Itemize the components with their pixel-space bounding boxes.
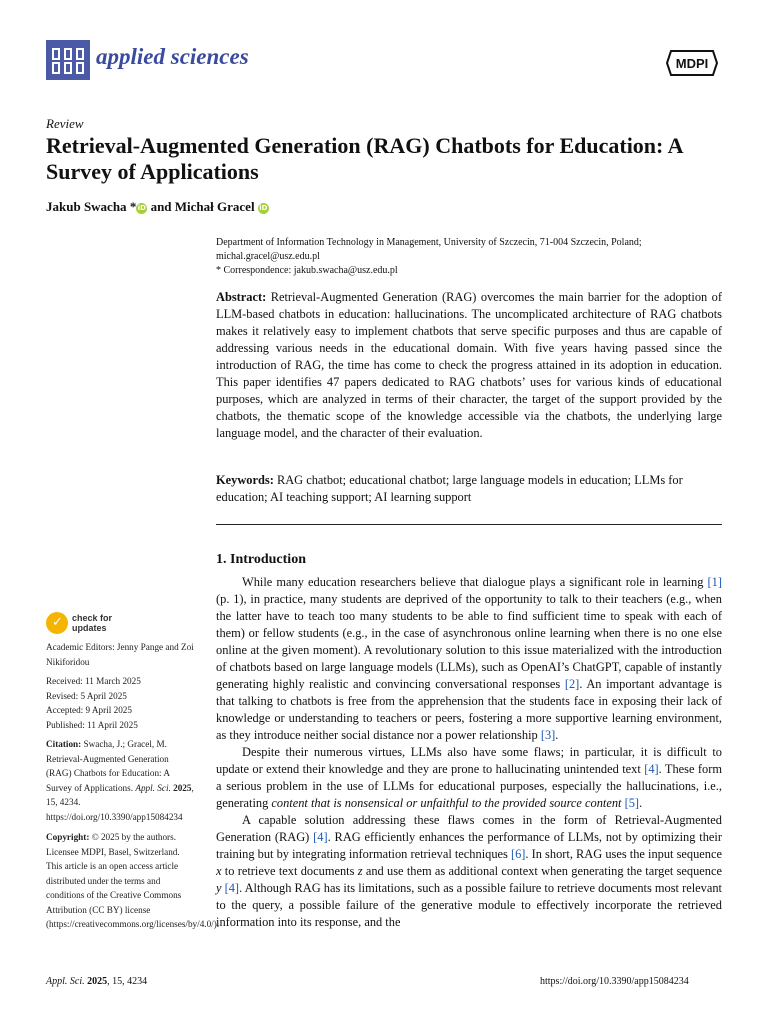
citation-doi[interactable]: https://doi.org/10.3390/app15084234: [46, 811, 183, 822]
citation-ref[interactable]: [4]: [313, 830, 328, 844]
orcid-icon[interactable]: iD: [259, 204, 268, 212]
affiliation-line: Department of Information Technology in Management, University of Szczecin, 71-004 Szczecin, Poland;: [216, 237, 642, 248]
academic-editors: Academic Editors: Jenny Pange and Zoi Nikiforidou: [46, 642, 194, 667]
author-join: and: [150, 199, 172, 214]
citation-ref[interactable]: [1]: [707, 575, 722, 589]
paragraph: A capable solution addressing these flaws comes in the form of Retrieval-Augmented Generation (RAG) [4]. RAG efficiently enhances the performance of LLMs, not by optimizing their training but by integrating information retrieval techniques [6]. In short, RAG uses the input sequence x to retrieve text documents z and use them as additional context when generating the target sequence y [4]. Although RAG has its limitations, such as a possible failure to retrieve documents most relevant to the query, a possible failure of the generative module to effectively incorporate the retrieved information into its response, and the: [216, 813, 722, 929]
intro-body: [216, 574, 722, 931]
mdpi-logo-text: MDPI: [675, 56, 709, 71]
citation-ref[interactable]: [4]: [224, 881, 240, 895]
correspondence: * Correspondence: jakub.swacha@usz.edu.pl: [216, 265, 398, 276]
published-date: Published: 11 April 2025: [46, 719, 138, 730]
copyright-block: Copyright: © 2025 by the authors. Licensee MDPI, Basel, Switzerland. This article is an open access article distributed under the terms and conditions of the Creative Commons Attribution (CC BY) license (https://creativecommons.org/licenses/by/4.0/).: [46, 832, 220, 929]
paragraph: While many education researchers believe that dialogue plays a significant role in learning [1] (p. 1), in practice, many students are deprived of the opportunity to talk to their teachers (e.g., when the latter have to teach too many students to be able to find sufficient time to speak with each of them) or fellow students (e.g., in the case of asynchronous online learning when there is no one else online at the given moment). A revolutionary solution to this issue materialized with the introduction of chatbots based on large language models (LLMs), such as OpenAI’s ChatGPT, capable of instantly generating highly realistic and convincing conversational responses [2]. An important advantage is that talking to chatbots is free from the apprehension that the students face in exposing their lack of knowledge or understanding to teachers or peers, fostering a more supportive learning environment, as they introduce neither social distance nor a power relationship [3].: [216, 575, 722, 742]
publication-dates: [46, 674, 196, 732]
checkmark-icon: ✓: [52, 615, 63, 630]
footer-doi-link[interactable]: https://doi.org/10.3390/app15084234: [540, 976, 689, 987]
received-date: Received: 11 March 2025: [46, 676, 141, 686]
orcid-icon[interactable]: iD: [137, 204, 146, 212]
check-for-updates-button[interactable]: [46, 612, 156, 638]
keywords: [216, 472, 722, 506]
mdpi-logo: [665, 48, 719, 78]
abstract-text: Retrieval-Augmented Generation (RAG) overcomes the main barrier for the adoption of LLM-based chatbots in education: hallucinations. The uncomplicated architecture of RAG chatbots makes it relatively easy to implement chatbots that serve specific purposes and thus are capable of addressing various needs in the educational domain. With five years having passed since the introduction of RAG, the time has come to check the progress attained in its adoption in education. This paper identifies 47 papers dedicated to RAG chatbots’ uses for various kinds of educational purposes, which are analyzed in terms of their character, the target of the support provided by the chatbots, the thematic scope of the knowledge accessible via the chatbots, the underlying large language model, and the character of their evaluation.: [216, 290, 722, 440]
mdpi-logo-icon: [665, 48, 719, 78]
paragraph: Despite their numerous virtues, LLMs also have some flaws; in particular, it is difficult to update or extend their knowledge and they are prone to hallucinating unintended text [4]. These form a serious problem in the use of LLMs for educational purposes, especially the hallucinations, i.e., generating content that is nonsensical or unfaithful to the provided source content [5].: [216, 745, 722, 810]
journal-logo-icon: [46, 40, 90, 80]
journal-logo: [46, 40, 90, 80]
article-type: Review: [46, 116, 84, 131]
revised-date: Revised: 5 April 2025: [46, 690, 127, 701]
citation-block: Citation: Swacha, J.; Gracel, M. Retrieval-Augmented Generation (RAG) Chatbots for Education: A Survey of Applications. Appl. Sci. 2025, 15, 4234. https://doi.org/10.3390/app15084234: [46, 739, 194, 822]
article-title: Retrieval-Augmented Generation (RAG) Chatbots for Education: A Survey of Applications: [46, 133, 683, 184]
keywords-text: RAG chatbot; educational chatbot; large language models in education; LLMs for education; AI teaching support; AI learning support: [216, 473, 683, 504]
abstract: [216, 289, 722, 442]
accepted-date: Accepted: 9 April 2025: [46, 705, 132, 715]
affiliation: [216, 236, 722, 278]
author-name[interactable]: Michał Gracel: [174, 199, 255, 214]
author-name[interactable]: Jakub Swacha: [46, 199, 127, 214]
footer-citation: Appl. Sci. 2025, 15, 4234: [46, 976, 148, 987]
citation-ref[interactable]: [3]: [540, 728, 556, 742]
abstract-label: Abstract:: [216, 290, 267, 304]
affiliation-email[interactable]: michal.gracel@usz.edu.pl: [216, 251, 320, 262]
journal-name: applied sciences: [96, 44, 249, 69]
keywords-label: Keywords:: [216, 473, 274, 487]
citation-ref[interactable]: [2]: [564, 677, 580, 691]
section-heading: 1. Introduction: [216, 552, 306, 567]
section-divider: [216, 524, 722, 525]
corresponding-mark: *: [129, 199, 137, 214]
citation-ref[interactable]: [6]: [510, 847, 526, 861]
author-list: [46, 199, 269, 215]
citation-ref[interactable]: [4]: [644, 762, 659, 776]
check-for-updates-label: check for updates: [72, 613, 113, 633]
citation-ref[interactable]: [5]: [624, 796, 640, 810]
